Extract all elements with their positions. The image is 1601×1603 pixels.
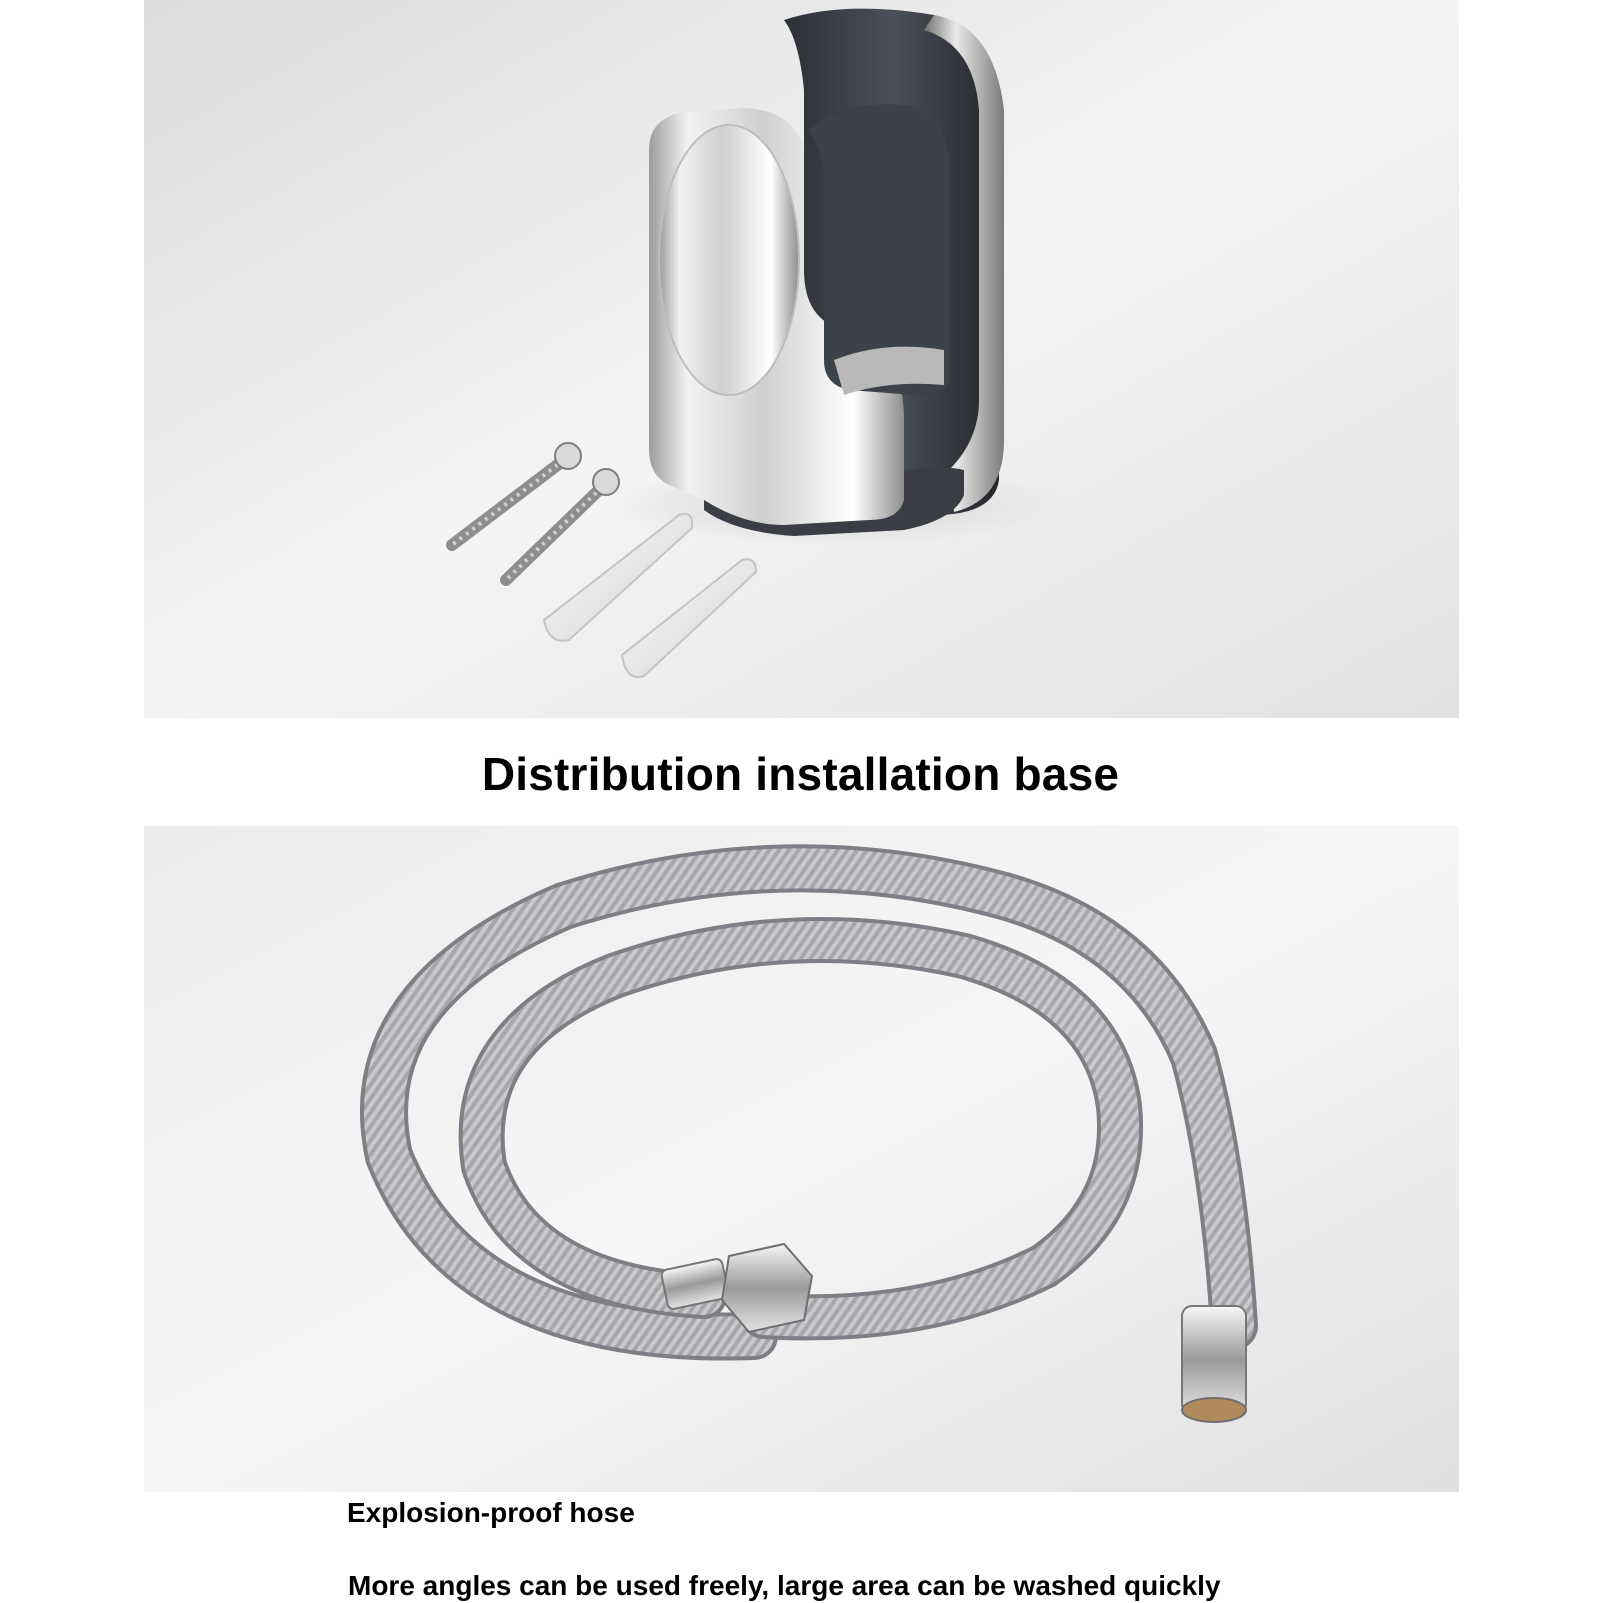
hose-photo — [144, 826, 1459, 1492]
hose-description: More angles can be used freely, large area can be washed quickly — [348, 1570, 1221, 1601]
bracket-illustration — [144, 0, 1459, 718]
hose-illustration — [144, 826, 1459, 1492]
bracket-caption: Distribution installation base — [481, 748, 1120, 800]
hose-title: Explosion-proof hose — [347, 1497, 635, 1528]
hose-cone-fitting — [1182, 1306, 1246, 1422]
bracket-photo — [144, 0, 1459, 718]
